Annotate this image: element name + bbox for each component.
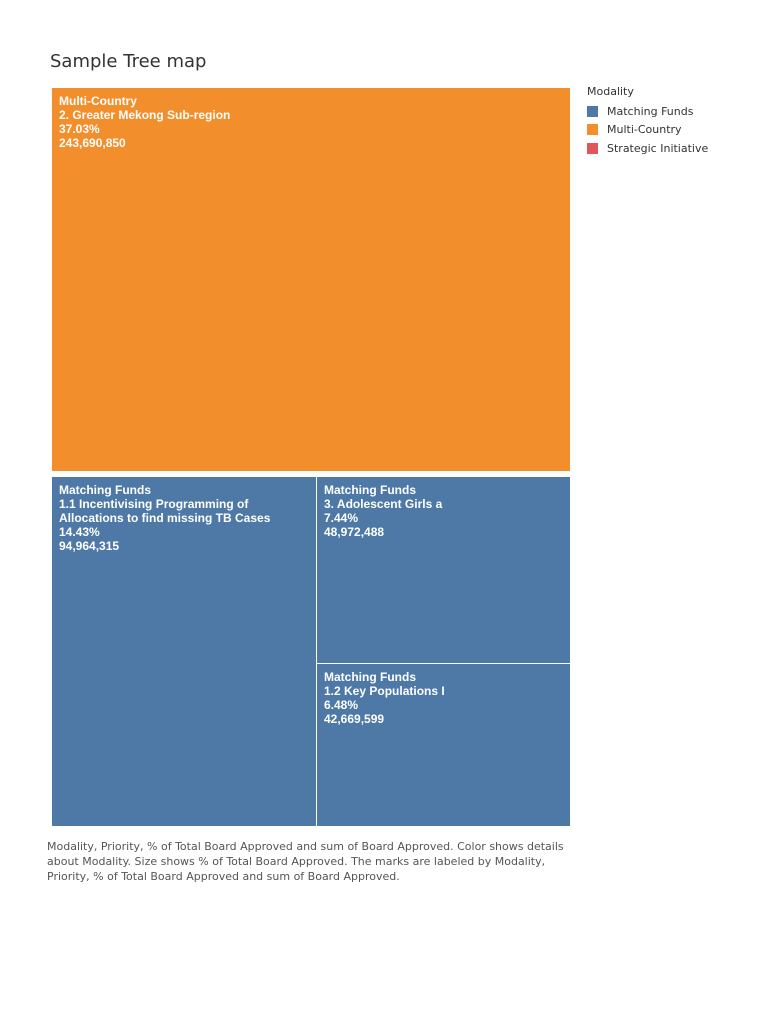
tile-priority-label: 1.2 Key Populations I [324,684,445,698]
treemap [52,88,570,826]
tile-percent-label: 6.48% [324,698,359,712]
legend-item-multi-country[interactable] [587,121,708,140]
treemap-tile-matching-funds-key-populations[interactable] [317,664,570,826]
tile-percent-label: 37.03% [59,122,100,136]
tile-percent-label: 14.43% [59,525,100,539]
tile-amount-label: 94,964,315 [59,539,120,553]
legend-swatch [587,143,598,154]
tile-amount-label: 243,690,850 [59,136,126,150]
tile-amount-label: 48,972,488 [324,525,385,539]
chart-caption: Modality, Priority, % of Total Board Approved and sum of Board Approved. Color shows details about Modality. Size shows % of Total Board Approved. The marks are labeled by Modality, Priority, % of Total Board Approved and sum of Board Approved. [47,840,564,883]
legend-item-matching-funds[interactable] [587,102,708,121]
legend-label: Multi-Country [607,123,682,137]
chart-title: Sample Tree map [50,51,207,72]
tile-modality-label: Multi-Country [59,94,137,108]
tile-priority-label: 1.1 Incentivising Programming of Allocations to find missing TB Cases [59,497,271,525]
legend-label: Strategic Initiative [607,141,709,155]
tile-modality-label: Matching Funds [324,670,416,684]
tile-modality-label: Matching Funds [324,483,416,497]
tile-priority-label: 2. Greater Mekong Sub-region [59,108,231,122]
tile-amount-label: 42,669,599 [324,712,385,726]
treemap-tile-multi-country-greater-mekong[interactable] [52,88,570,471]
legend-item-strategic-initiative[interactable] [587,139,708,158]
legend-title: Modality [587,85,634,98]
tile-modality-label: Matching Funds [59,483,151,497]
tile-priority-label: 3. Adolescent Girls a [324,497,443,511]
legend-swatch [587,124,598,135]
treemap-tile-matching-funds-adolescent-girls[interactable] [317,477,570,663]
legend [587,85,708,158]
legend-label: Matching Funds [607,104,694,118]
legend-swatch [587,106,598,117]
treemap-tile-matching-funds-incentivising[interactable] [52,477,316,826]
tile-percent-label: 7.44% [324,511,359,525]
